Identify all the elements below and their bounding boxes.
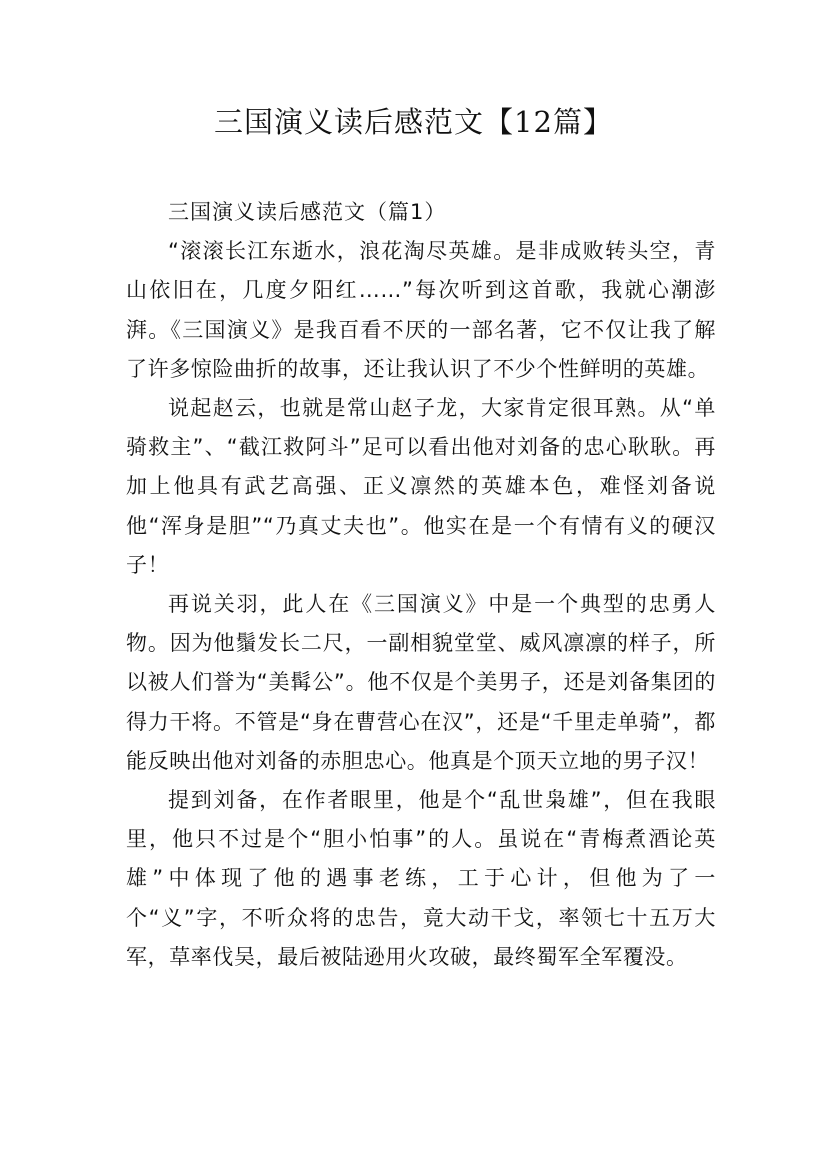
section-heading: 三国演义读后感范文（篇1） (168, 200, 447, 224)
paragraph-4: 提到刘备，在作者眼里，他是个“乱世枭雄”，但在我眼里，他只不过是个“胆小怕事”的人。虽说在“青梅煮酒论英雄”中体现了他的遇事老练，工于心计，但他为了一个“义”字，不听众将的忠告，竟大动干戈，率领七十五万大军，草率伐吴，最后被陆逊用火攻破，最终蜀军全军覆没。 (126, 788, 716, 969)
document-title: 三国演义读后感范文【12篇】 (214, 105, 613, 139)
paragraph-2: 说起赵云，也就是常山赵子龙，大家肯定很耳熟。从“单骑救主”、“截江救阿斗”足可以看出他对刘备的忠心耿耿。再加上他具有武艺高强、正义凛然的英雄本色，难怪刘备说他“浑身是胆”“乃真丈夫也”。他实在是一个有情有义的硬汉子！ (126, 396, 716, 577)
document-body (126, 193, 716, 977)
paragraph-1: “滚滚长江东逝水，浪花淘尽英雄。是非成败转头空，青山依旧在，几度夕阳红……”每次听到这首歌，我就心潮澎湃。《三国演义》是我百看不厌的一部名著，它不仅让我了解了许多惊险曲折的故事，还让我认识了不少个性鲜明的英雄。 (126, 239, 716, 381)
paragraph-3: 再说关羽，此人在《三国演义》中是一个典型的忠勇人物。因为他鬚发长二尺，一副相貌堂堂、威风凛凛的样子，所以被人们誉为“美髯公”。他不仅是个美男子，还是刘备集团的得力干将。不管是“身在曹营心在汉”，还是“千里走单骑”，都能反映出他对刘备的赤胆忠心。他真是个顶天立地的男子汉！ (126, 592, 716, 773)
